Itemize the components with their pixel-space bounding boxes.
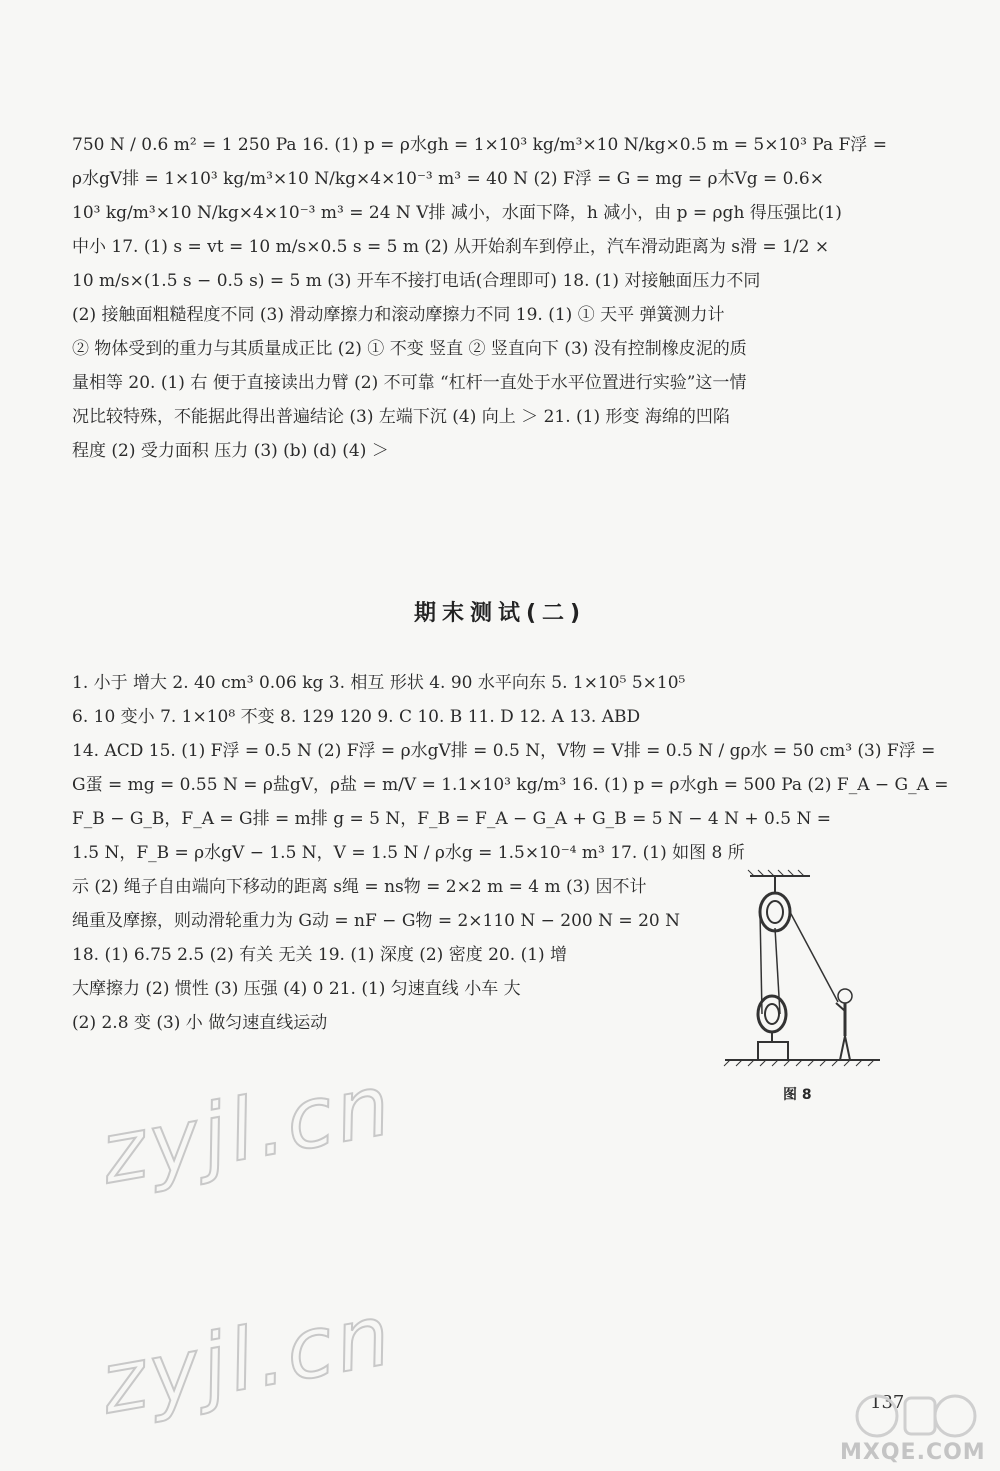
text-line: 10 m/s×(1.5 s − 0.5 s) = 5 m (3) 开车不接打电话(合理即可) 18. (1) 对接触面压力不同 (72, 271, 761, 291)
text-line: ② 物体受到的重力与其质量成正比 (2) ① 不变 竖直 ② 竖直向下 (3) 没有控制橡皮泥的质 (72, 339, 747, 359)
text-line: 14. ACD 15. (1) F浮 = 0.5 N (2) F浮 = ρ水gV排 = 0.5 N，V物 = V排 = 0.5 N / gρ水 = 50 cm³ (3) F浮 = (72, 741, 936, 761)
text-line: 750 N / 0.6 m² = 1 250 Pa 16. (1) p = ρ水gh = 1×10³ kg/m³×10 N/kg×0.5 m = 5×10³ Pa F浮 = (72, 135, 887, 155)
section2-paragraph-full (72, 666, 949, 802)
watermark: zyjl.cn (93, 1285, 401, 1433)
pulley-figure (720, 866, 890, 1066)
text-line: ρ水gV排 = 1×10³ kg/m³×10 N/kg×4×10⁻³ m³ = 40 N (2) F浮 = G = mg = ρ木Vg = 0.6× (72, 169, 824, 189)
text-line: 量相等 20. (1) 右 便于直接读出力臂 (2) 不可靠 “杠杆一直处于水平位置进行实验”这一情 (72, 373, 747, 393)
watermark: zyjl.cn (93, 1055, 401, 1203)
section-title: 期末测试(二) (413, 601, 587, 626)
text-line: 10³ kg/m³×10 N/kg×4×10⁻³ m³ = 24 N V排 减小，水面下降，h 减小，由 p = ρgh 得压强比(1) (72, 203, 842, 223)
text-line: 1. 小于 增大 2. 40 cm³ 0.06 kg 3. 相互 形状 4. 90 水平向东 5. 1×10⁵ 5×10⁵ (72, 673, 686, 693)
section2-paragraph-narrow (72, 802, 831, 1040)
text-line: 1.5 N，F_B = ρ水gV − 1.5 N，V = 1.5 N / ρ水g = 1.5×10⁻⁴ m³ 17. (1) 如图 8 所 (72, 843, 745, 863)
section1-paragraph (72, 128, 902, 468)
text-line: G蛋 = mg = 0.55 N = ρ盐gV，ρ盐 = m/V = 1.1×10³ kg/m³ 16. (1) p = ρ水gh = 500 Pa (2) F_A − G_A = (72, 775, 949, 795)
text-line: F_B − G_B，F_A = G排 = m排 g = 5 N，F_B = F_A − G_A + G_B = 5 N − 4 N + 0.5 N = (72, 809, 831, 829)
text-line: 绳重及摩擦，则动滑轮重力为 G动 = nF − G物 = 2×110 N − 200 N = 20 N (72, 911, 680, 931)
site-logo-text: MXQE.COM (840, 1440, 986, 1465)
text-line: 中小 17. (1) s = vt = 10 m/s×0.5 s = 5 m (2) 从开始刹车到停止，汽车滑动距离为 s滑 = 1/2 × (72, 237, 830, 257)
text-line: 程度 (2) 受力面积 压力 (3) (b) (d) (4) ＞ (72, 441, 389, 461)
figure-caption: 图 8 (783, 1087, 812, 1103)
text-line: 18. (1) 6.75 2.5 (2) 有关 无关 19. (1) 深度 (2) 密度 20. (1) 增 (72, 945, 568, 965)
text-line: 6. 10 变小 7. 1×10⁸ 不变 8. 129 120 9. C 10. B 11. D 12. A 13. ABD (72, 707, 641, 727)
page-number: 137 (870, 1392, 905, 1413)
text-line: (2) 2.8 变 (3) 小 做匀速直线运动 (72, 1013, 328, 1033)
text-line: 示 (2) 绳子自由端向下移动的距离 s绳 = ns物 = 2×2 m = 4 m (3) 因不计 (72, 877, 647, 897)
text-line: (2) 接触面粗糙程度不同 (3) 滑动摩擦力和滚动摩擦力不同 19. (1) ① 天平 弹簧测力计 (72, 305, 725, 325)
text-line: 大摩擦力 (2) 惯性 (3) 压强 (4) 0 21. (1) 匀速直线 小车 大 (72, 979, 521, 999)
text-line: 况比较特殊，不能据此得出普遍结论 (3) 左端下沉 (4) 向上 ＞ 21. (1) 形变 海绵的凹陷 (72, 407, 730, 427)
